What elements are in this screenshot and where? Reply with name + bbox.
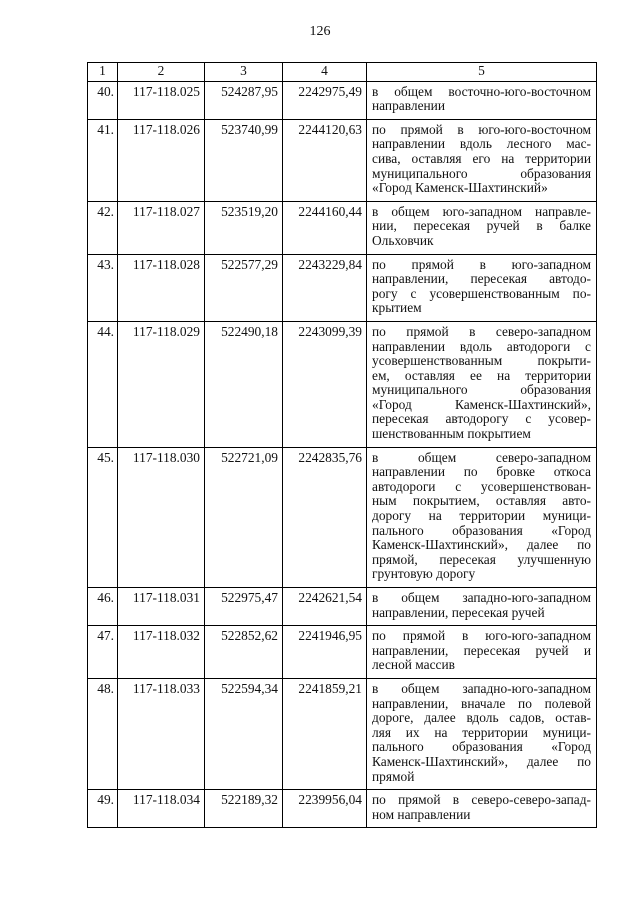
coordinate-x: 523740,99 xyxy=(205,119,283,201)
boundary-description xyxy=(367,254,597,321)
boundary-description xyxy=(367,678,597,789)
description-line: по прямой в юго-западном xyxy=(372,256,591,272)
table-row xyxy=(88,447,597,587)
description-line: в общем западно-юго-западном xyxy=(372,680,591,696)
coordinate-y: 2239956,04 xyxy=(283,790,367,828)
description-line: муниципального образования xyxy=(372,382,591,398)
description-line: в общем восточно-юго-восточном xyxy=(372,83,591,99)
boundary-description xyxy=(367,790,597,828)
description-line: рогу с усовершенствованным по- xyxy=(372,285,591,301)
description-line: направлении, пересекая ручей и xyxy=(372,642,591,658)
table-row xyxy=(88,254,597,321)
description-line: Ольховчик xyxy=(372,232,434,248)
table-row xyxy=(88,119,597,201)
boundary-description xyxy=(367,588,597,626)
row-number: 41. xyxy=(88,119,118,201)
coordinate-x: 522852,62 xyxy=(205,626,283,679)
description-line: направлении, пересекая автодо- xyxy=(372,271,591,287)
table-row xyxy=(88,790,597,828)
point-code: 117-118.033 xyxy=(118,678,205,789)
coordinate-x: 524287,95 xyxy=(205,81,283,119)
description-line: ем, оставляя ее на территории xyxy=(372,367,591,383)
row-number: 49. xyxy=(88,790,118,828)
table-row xyxy=(88,626,597,679)
boundary-description xyxy=(367,201,597,254)
coordinate-x: 522189,32 xyxy=(205,790,283,828)
description-line: направлении вдоль автодороги с xyxy=(372,338,591,354)
description-line: лесной массив xyxy=(372,657,455,673)
table-header-row xyxy=(88,63,597,82)
description-line: дороге, далее вдоль садов, остав- xyxy=(372,710,591,726)
description-line: усовершенствованным покрыти- xyxy=(372,353,591,369)
description-line: муниципального образования xyxy=(372,165,591,181)
description-line: Каменск-Шахтинский», далее по xyxy=(372,753,591,769)
description-line: пального образования «Город xyxy=(372,522,591,538)
description-line: в общем западно-юго-западном xyxy=(372,590,591,605)
table-row xyxy=(88,81,597,119)
point-code: 117-118.028 xyxy=(118,254,205,321)
description-line: прямой xyxy=(372,768,415,784)
row-number: 45. xyxy=(88,447,118,587)
table-row xyxy=(88,321,597,447)
row-number: 43. xyxy=(88,254,118,321)
coordinate-y: 2243229,84 xyxy=(283,254,367,321)
description-line: пересекая автодорогу с усовер- xyxy=(372,411,591,427)
row-number: 48. xyxy=(88,678,118,789)
header-cell-4: 4 xyxy=(283,63,367,82)
coordinate-x: 523519,20 xyxy=(205,201,283,254)
description-line: пального образования «Город xyxy=(372,739,591,755)
row-number: 46. xyxy=(88,588,118,626)
description-line: по прямой в северо-северо-запад- xyxy=(372,792,591,808)
header-cell-1: 1 xyxy=(88,63,118,82)
description-line: «Город Каменск-Шахтинский» xyxy=(372,180,548,196)
coordinate-y: 2242975,49 xyxy=(283,81,367,119)
description-line: сива, оставляя его на территории xyxy=(372,150,591,166)
row-number: 40. xyxy=(88,81,118,119)
coordinate-y: 2244160,44 xyxy=(283,201,367,254)
description-line: прямой, пересекая улучшенную xyxy=(372,551,591,567)
description-line: ляя их на территории муници- xyxy=(372,724,591,740)
point-code: 117-118.031 xyxy=(118,588,205,626)
description-line: направлении, вначале по полевой xyxy=(372,695,591,711)
description-line: по прямой в северо-западном xyxy=(372,323,591,339)
point-code: 117-118.030 xyxy=(118,447,205,587)
description-line: в общем юго-западном направле- xyxy=(372,203,591,219)
header-cell-3: 3 xyxy=(205,63,283,82)
description-line: по прямой в юго-юго-западном xyxy=(372,628,591,644)
point-code: 117-118.034 xyxy=(118,790,205,828)
boundary-description xyxy=(367,626,597,679)
table-row xyxy=(88,201,597,254)
description-line: шенствованным покрытием xyxy=(372,426,531,442)
boundary-description xyxy=(367,321,597,447)
description-line: направлении вдоль лесного мас- xyxy=(372,136,591,152)
coordinate-y: 2241859,21 xyxy=(283,678,367,789)
coordinate-x: 522490,18 xyxy=(205,321,283,447)
point-code: 117-118.027 xyxy=(118,201,205,254)
description-line: в общем северо-западном xyxy=(372,449,591,465)
boundary-description xyxy=(367,447,597,587)
row-number: 47. xyxy=(88,626,118,679)
row-number: 44. xyxy=(88,321,118,447)
point-code: 117-118.032 xyxy=(118,626,205,679)
boundary-description xyxy=(367,81,597,119)
coordinate-x: 522594,34 xyxy=(205,678,283,789)
coordinate-x: 522975,47 xyxy=(205,588,283,626)
description-line: направлении xyxy=(372,98,446,114)
description-line: грунтовую дорогу xyxy=(372,566,476,582)
coordinate-y: 2242621,54 xyxy=(283,588,367,626)
description-line: «Город Каменск-Шахтинский», xyxy=(372,396,591,412)
coordinate-x: 522577,29 xyxy=(205,254,283,321)
row-number: 42. xyxy=(88,201,118,254)
point-code: 117-118.025 xyxy=(118,81,205,119)
coordinate-y: 2244120,63 xyxy=(283,119,367,201)
description-line: по прямой в юго-юго-восточном xyxy=(372,121,591,137)
description-line: дорогу на территории муници- xyxy=(372,508,591,524)
page-number: 126 xyxy=(309,24,331,39)
coordinate-y: 2242835,76 xyxy=(283,447,367,587)
coordinate-y: 2243099,39 xyxy=(283,321,367,447)
description-line: нии, пересекая ручей в балке xyxy=(372,218,591,234)
header-cell-5: 5 xyxy=(367,63,597,82)
coordinate-y: 2241946,95 xyxy=(283,626,367,679)
point-code: 117-118.029 xyxy=(118,321,205,447)
table-row xyxy=(88,678,597,789)
table-row xyxy=(88,588,597,626)
description-line: ным покрытием, оставляя авто- xyxy=(372,493,591,509)
description-line: крытием xyxy=(372,300,422,316)
coordinate-x: 522721,09 xyxy=(205,447,283,587)
description-line: направлении, пересекая ручей xyxy=(372,604,545,620)
description-line: ном направлении xyxy=(372,806,471,822)
description-line: автодороги с усовершенствован- xyxy=(372,478,591,494)
description-line: Каменск-Шахтинский», далее по xyxy=(372,537,591,553)
boundary-description xyxy=(367,119,597,201)
point-code: 117-118.026 xyxy=(118,119,205,201)
header-cell-2: 2 xyxy=(118,63,205,82)
description-line: направлении по бровке откоса xyxy=(372,464,591,480)
coordinates-table xyxy=(87,62,597,828)
